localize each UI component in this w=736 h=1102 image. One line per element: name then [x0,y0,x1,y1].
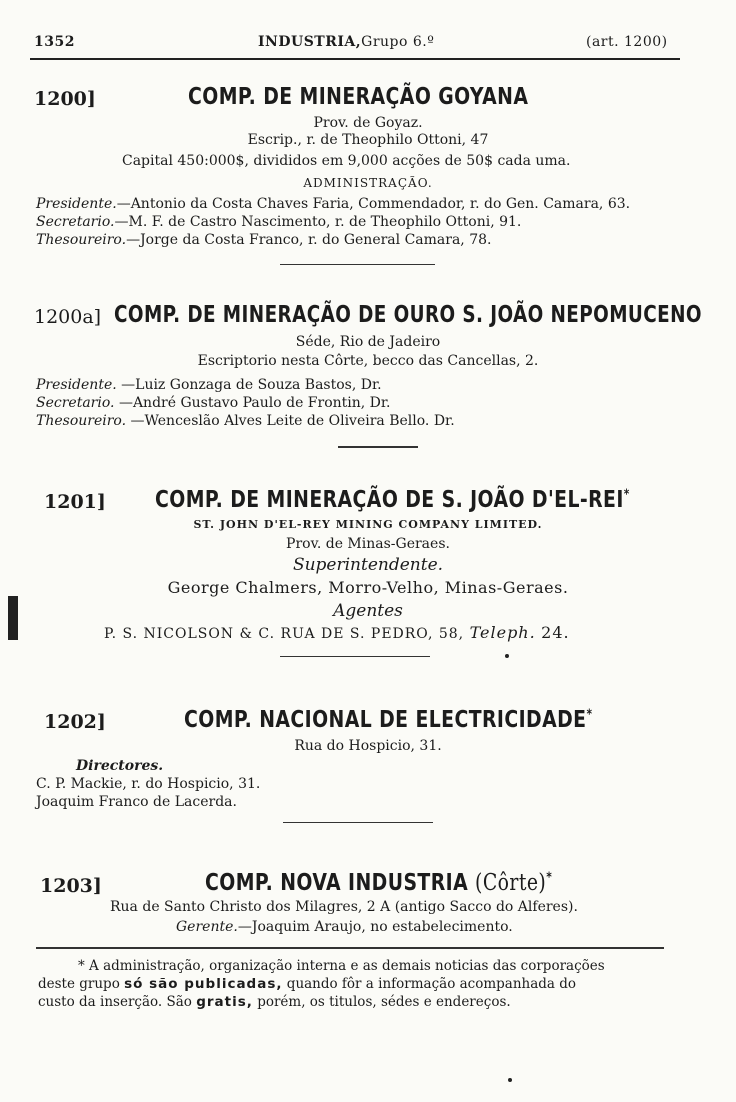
entry-title-suffix: (Côrte) [475,870,547,896]
entry-line: Rua do Hospicio, 31. [294,738,442,754]
footnote-star: * [586,707,593,723]
entry-number: 1200] [34,88,96,110]
director-line: Joaquim Franco de Lacerda. [36,794,237,810]
officer-role: Presidente. [36,377,117,393]
footnote-line [38,994,511,1010]
officer-text: —Wenceslão Alves Leite de Oliveira Bello. Dr. [130,413,455,429]
manager-text: —Joaquim Araujo, no estabelecimento. [237,919,513,935]
separator-rule [280,656,430,657]
footnote-line [38,976,576,992]
entry-line: Escrip., r. de Theophilo Ottoni, 47 [247,132,489,148]
separator-rule [280,264,435,265]
header-rule [30,58,680,60]
footnote-star: * [546,870,553,886]
footnote-text: A administração, organização interna e as demais noticias das corporações [89,958,605,974]
entry-title-text: COMP. NOVA INDUSTRIA [205,870,469,896]
manager-role: Gerente. [176,919,238,935]
entry-line: George Chalmers, Morro-Velho, Minas-Geraes. [167,578,569,597]
telephone-number: 24. [541,623,570,642]
officer-role: Thesoureiro. [36,413,127,429]
footnote-emphasis: só são publicadas, [124,976,283,992]
officer-role: Presidente. [36,196,117,212]
entry-title-text: COMP. DE MINERAÇÃO DE S. JOÃO D'EL-REI [155,487,624,513]
footnote-emphasis: gratis, [196,994,253,1010]
officer-line [36,196,630,212]
role-heading: Agentes [333,601,403,621]
entry-title [184,707,592,733]
officer-text: —Antonio da Costa Chaves Faria, Commendador, r. do Gen. Camara, 63. [116,196,631,212]
entry-title-text: COMP. NACIONAL DE ELECTRICIDADE [184,707,587,733]
running-title [258,34,434,50]
officer-role: Secretario. [36,395,115,411]
running-title-group: Grupo 6.º [361,34,435,50]
director-line: C. P. Mackie, r. do Hospicio, 31. [36,776,261,792]
article-range: (art. 1200) [586,34,668,50]
footnote-text: custo da inserção. São [38,994,192,1010]
entry-title [205,870,552,896]
footnote-rule [36,947,664,949]
entry-number: 1200a] [34,306,102,328]
officer-role: Thesoureiro. [36,232,127,248]
page-number: 1352 [34,34,75,50]
entry-title: COMP. DE MINERAÇÃO DE OURO S. JOÃO NEPOMUCENO [114,302,702,328]
manager-line [176,919,513,935]
entry-title [155,487,630,513]
separator-rule [283,822,433,823]
officer-line [36,377,382,393]
telephone-label: Teleph. [469,623,536,642]
officer-line [36,214,521,230]
separator-rule [338,446,418,448]
entry-line: Capital 450:000$, divididos em 9,000 acções de 50$ cada uma. [122,153,571,169]
officer-text: —Luiz Gonzaga de Souza Bastos, Dr. [121,377,382,393]
footnote-text: quando fôr a informação acompanhada do [286,976,577,992]
entry-subtitle: ST. JOHN D'EL-REY MINING COMPANY LIMITED. [193,518,543,531]
footnote-line [78,958,605,974]
agents-text: P. S. NICOLSON & C. RUA DE S. PEDRO, 58, [104,626,465,642]
entry-line: Rua de Santo Christo dos Milagres, 2 A (antigo Sacco do Alferes). [110,899,578,915]
officer-line [36,232,491,248]
officer-text: —André Gustavo Paulo de Frontin, Dr. [118,395,391,411]
running-title-bold: INDUSTRIA, [258,34,362,50]
role-heading: Superintendente. [292,555,444,575]
ink-dot [508,1078,512,1082]
entry-line: Prov. de Minas-Geraes. [286,536,450,552]
footnote-star: * [623,487,630,503]
footnote-text: porém, os titulos, sédes e endereços. [257,994,511,1010]
entry-line: Prov. de Goyaz. [313,115,423,131]
entry-number: 1201] [44,491,106,513]
entry-line: Séde, Rio de Jadeiro [295,334,441,350]
footnote-text: deste grupo [38,976,120,992]
entry-title: COMP. DE MINERAÇÃO GOYANA [188,84,529,110]
section-heading: Directores. [76,758,164,774]
officer-role: Secretario. [36,214,115,230]
officer-text: —Jorge da Costa Franco, r. do General Camara, 78. [126,232,492,248]
section-heading: ADMINISTRAÇÃO. [303,176,433,190]
officer-line [36,413,455,429]
footnote-star: * [78,958,85,974]
ink-dot [505,654,509,658]
entry-number: 1203] [40,875,102,897]
entry-line: Escriptorio nesta Côrte, becco das Cancellas, 2. [197,353,539,369]
entry-number: 1202] [44,711,106,733]
officer-text: —M. F. de Castro Nascimento, r. de Theophilo Ottoni, 91. [114,214,522,230]
officer-line [36,395,391,411]
scan-mark [8,596,18,640]
agents-line [104,623,570,642]
